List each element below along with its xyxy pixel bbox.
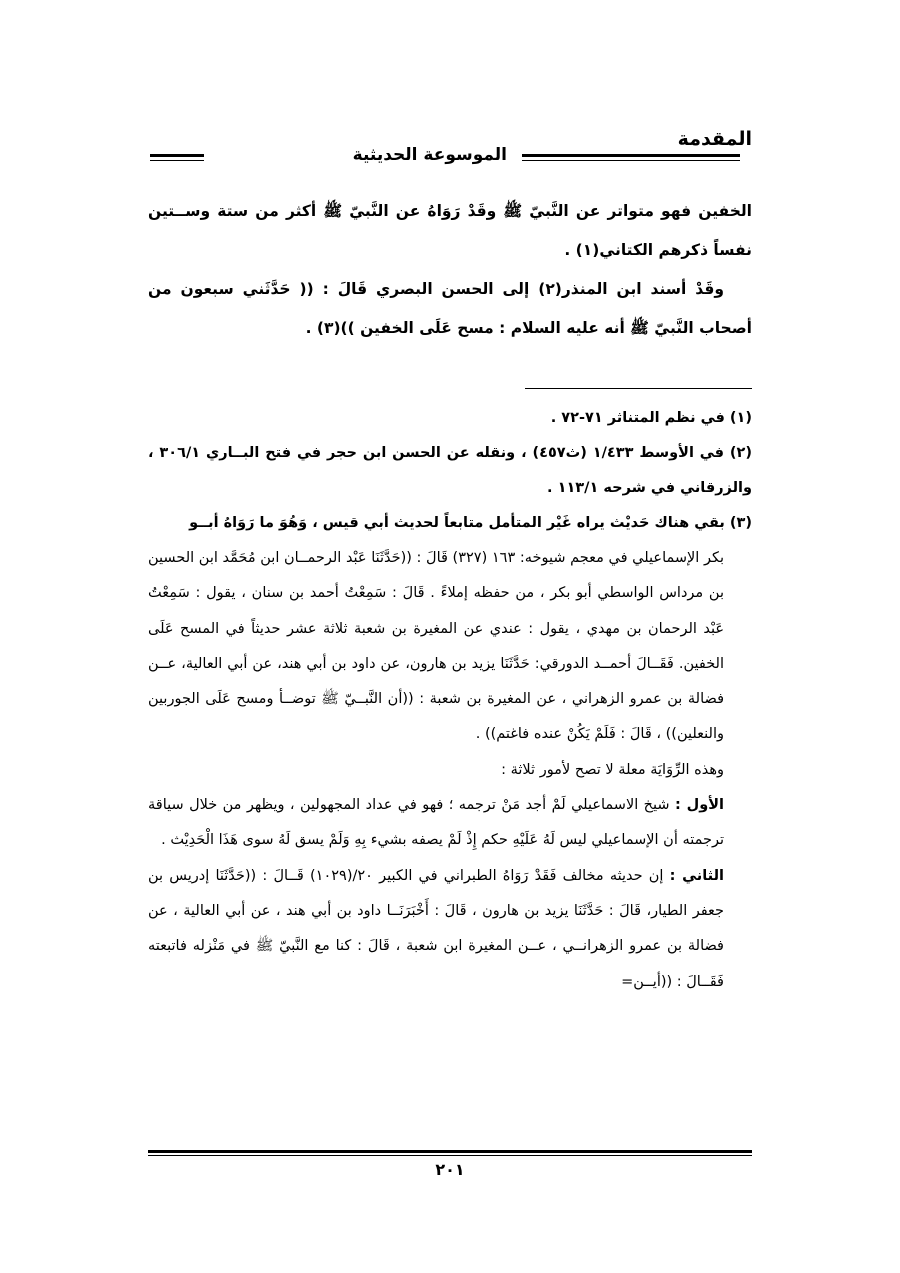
first-reason-text: شيخ الاسماعيلي لَمْ أجد مَنْ ترجمه ؛ فهو في عداد المجهولين ، ويظهر من خلال سياقة ترجمته أن الإسماعيلي ليس لَهُ عَلَيْهِ حكم إِذْ لَمْ يصفه بشيء بِهِ وَلَمْ يسق لَهُ سوى هَذَا الْحَدِيْث . [148,797,724,849]
first-reason-label: الأول : [674,797,725,814]
page-header [148,118,752,168]
footer-rule [148,1150,752,1156]
footnote-3-intro: (٣) بقي هناك حَديْث يراه غَيْر المتأمل متابعاً لحديث أبي قيس ، وَهُوَ ما رَوَاهُ أبــو [189,515,752,531]
second-reason-label: الثاني : [669,867,724,884]
footnote-3-second-reason [148,859,752,1000]
footnote-1: (١) في نظم المتناثر ٧١-٧٢ . [550,410,752,426]
main-paragraph-2: وقَدْ أسند ابن المنذر(٢) إلى الحسن البصري قَالَ : (( حَدَّثَني سبعون من أصحاب النَّبيّ ﷺ أنه عليه السلام : مسح عَلَى الخفين ))(٣) . [148,280,752,337]
page-number: ٢٠١ [435,1160,465,1179]
footnote-3-first-reason [148,788,752,859]
footnote-2: (٢) في الأوسط ١/٤٣٣ (ث٤٥٧) ، ونقله عن الحسن ابن حجر في فتح البــاري ٣٠٦/١ ، والزرقاني في شرحه ١١٣/١ . [148,445,752,496]
section-title: المقدمة [677,128,752,150]
footnote-3-reasons: وهذه الرِّوَايَة معلة لا تصح لأمور ثلاثة : [501,761,724,778]
second-reason-text: إن حديثه مخالف فَقَدْ رَوَاهُ الطبراني في الكبير ٢٠/(١٠٢٩) قَــالَ : ((حَدَّثَنَا إدريس بن جعفر الطيار، قَالَ : حَدَّثَنَا يزيد بن هارون ، قَالَ : أَخْبَرَنَــا داود بن أبي هند ، عن أبي العالية ، عن فضالة بن عمرو الزهرانــي ، عــن المغيرة ابن شعبة ، قَالَ : كنا مع النَّبيّ ﷺ في مَنْزله فاتبعته فَقَــالَ : ((أيــن= [148,867,724,990]
book-title: الموسوعة الحديثية [352,145,507,165]
main-paragraph-1: الخفين فهو متواتر عن النَّبيّ ﷺ وقَدْ رَوَاهُ عن النَّبيّ ﷺ أكثر من ستة وســتين نفساً ذكرهم الكتاني(١) . [148,202,752,259]
header-rule-long [522,154,740,161]
header-rule-short [150,154,204,161]
book-page [148,118,752,1258]
footnote-3-body: بكر الإسماعيلي في معجم شيوخه: ١٦٣ (٣٢٧) قَالَ : ((حَدَّثَنَا عَبْد الرحمــان ابن مُحَمَّد ابن الحسين بن مرداس الواسطي أبو بكر ، من حفظه إملاءً . قَالَ : سَمِعْتُ أحمد بن سنان ، يقول : سَمِعْتُ عَبْد الرحمان بن مهدي ، يقول : عندي عن المغيرة بن شعبة ثلاثة عشر حديثاً في المسح عَلَى الخفين. فَقَــالَ أحمــد الدورقي: حَدَّثَنَا يزيد بن هارون، عن داود بن أبي هند، عن أبي العالية، عــن فضالة بن عمرو الزهراني ، عن المغيرة بن شعبة : ((أن النَّبــيّ ﷺ توضــأ ومسح عَلَى الجوربين والنعلين)) ، قَالَ : فَلَمْ يَكُنْ عنده فاغتم)) . [148,550,724,743]
main-text [148,192,752,348]
footnotes [148,401,752,1000]
footnote-separator [525,388,752,389]
